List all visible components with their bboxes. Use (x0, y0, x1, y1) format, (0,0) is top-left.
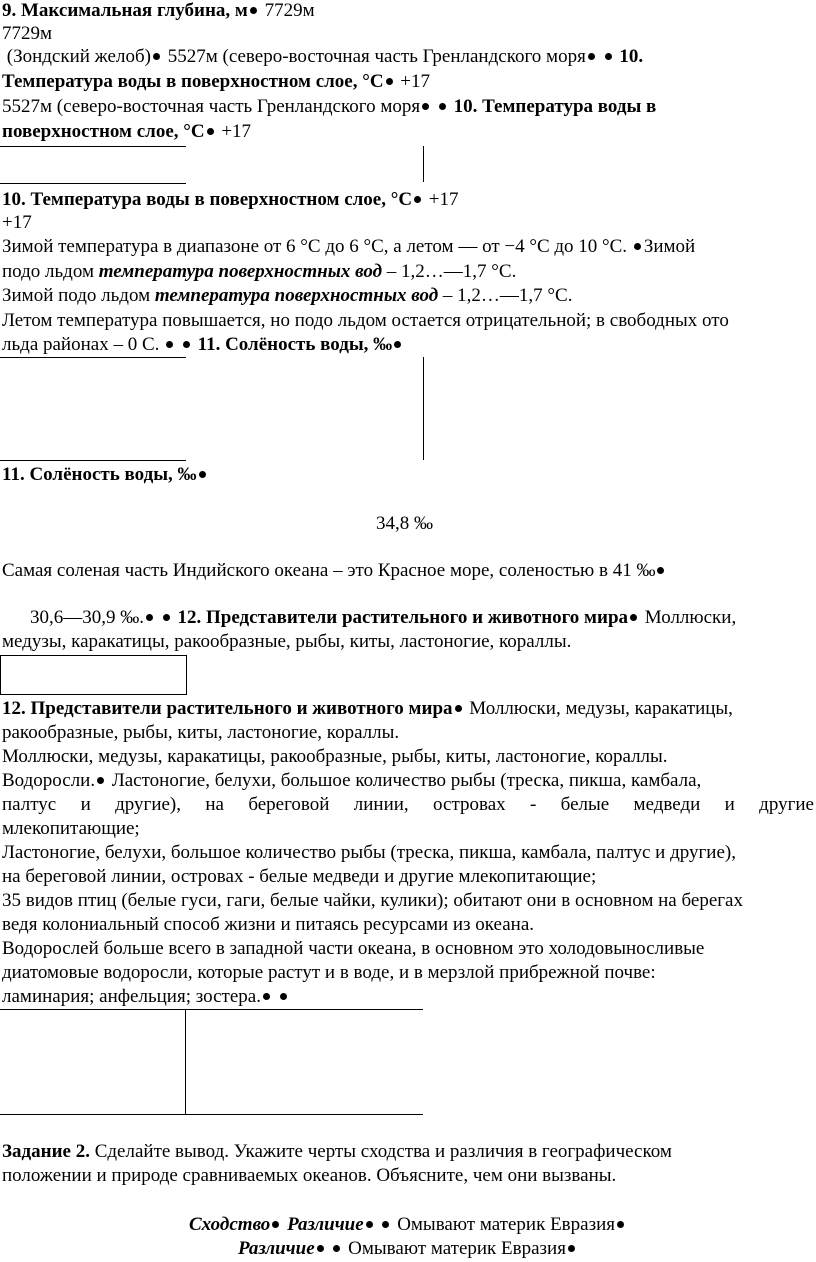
s9-heading: 9. Максимальная глубина, м (2, 0, 248, 21)
text: ведя колониальный способ жизни и питаясь ресурсами из океана. (2, 914, 535, 935)
difference-label: Различие (287, 1214, 364, 1235)
line-s12-3 (2, 746, 668, 768)
line-s12-12 (2, 962, 656, 984)
text: Ластоногие, белухи, большое количество рыбы (треска, пикша, камбала, (111, 770, 702, 791)
text: льда районах – 0 С. (2, 334, 160, 355)
table-rule (185, 1009, 186, 1114)
table-rule (0, 357, 186, 358)
line-s12-13 (2, 986, 290, 1008)
similarity-label: Сходство (188, 1214, 271, 1235)
bullet-icon (163, 614, 170, 621)
text: ракообразные, рыбы, киты, ластоногие, кораллы. (2, 722, 400, 743)
text: 30,6—30,9 ‰. (30, 607, 144, 628)
text: 10. (619, 46, 644, 67)
bullet-icon (250, 7, 257, 14)
text: 5527м (северо-восточная часть Гренландского моря (2, 96, 421, 117)
text: Омывают материк Евразия (397, 1214, 615, 1235)
text: 34,8 ‰ (376, 513, 433, 534)
bullet-icon (166, 341, 173, 348)
text: диатомовые водоросли, которые растут и в воде, и в мерзлой прибрежной почве: (2, 962, 656, 983)
line-s10-1 (2, 236, 695, 258)
bullet-icon (588, 53, 595, 60)
comparison-header (0, 1214, 816, 1236)
task2-line-2 (2, 1165, 616, 1187)
bullet-icon (568, 1245, 575, 1252)
bullet-icon (455, 705, 462, 712)
bullet-icon (280, 993, 287, 1000)
text: температура поверхностных вод (154, 285, 439, 306)
line-s12-10 (2, 914, 534, 936)
text: 12. Представители растительного и животного мира (177, 607, 629, 628)
line-s11-2 (30, 607, 736, 629)
text: Зимой (643, 236, 696, 257)
line-s12-7 (2, 842, 736, 864)
bullet-icon (153, 53, 160, 60)
s10-heading: 10. Температура воды в поверхностном слое, °С (2, 189, 413, 210)
text: поверхностном слое, °С (2, 121, 205, 142)
task2-label: Задание 2. (2, 1141, 90, 1162)
bullet-icon (630, 614, 637, 621)
table-rule (0, 460, 186, 461)
text: Водоросли. (2, 770, 96, 791)
line-s11-head (2, 464, 209, 486)
table-rule (0, 1009, 423, 1010)
text: на береговой линии, островах - белые медведи и другие млекопитающие; (2, 866, 597, 887)
line-s12-8 (2, 866, 596, 888)
line-s12-6 (2, 818, 140, 840)
s9-value-2: 7729м (2, 23, 53, 44)
task2-line-1 (2, 1141, 672, 1163)
bullet-icon (183, 341, 190, 348)
line-s10-4 (2, 310, 729, 332)
text: подо льдом (2, 261, 99, 282)
s11-heading: 11. Солёность воды, ‰ (2, 464, 197, 485)
table-rule (0, 183, 186, 184)
text: Моллюски, (644, 607, 737, 628)
text: Ластоногие, белухи, большое количество рыбы (треска, пикша, камбала, палтус и другие), (2, 842, 736, 863)
bullet-icon (439, 103, 446, 110)
bullet-icon (394, 341, 401, 348)
bullet-icon (97, 777, 104, 784)
bullet-icon (414, 196, 421, 203)
table-rule (423, 357, 424, 460)
text: Зимой температура в диапазоне от 6 °C до 6 °C, а летом — от −4 °C до 10 °C. (2, 236, 628, 257)
table-rule (0, 146, 186, 147)
text: +17 (221, 121, 252, 142)
line-s12-head (2, 698, 733, 720)
text: Омывают материк Евразия (348, 1238, 566, 1259)
table-cell (0, 655, 187, 695)
bullet-icon (386, 78, 393, 85)
text: Самая соленая часть Индийского океана – это Красное море, соленостью в 41 ‰ (2, 560, 656, 581)
text: (Зондский желоб) (6, 46, 151, 67)
line-s9-6 (2, 121, 251, 143)
bullet-icon (634, 243, 641, 250)
text: Летом температура повышается, но подо льдом остается отрицательной; в свободных ото (2, 310, 729, 331)
line-s9-3 (2, 46, 643, 68)
line-s12-2 (2, 722, 399, 744)
s10-value-line (2, 212, 32, 234)
bullet-icon (605, 53, 612, 60)
s9-value: 7729м (264, 0, 315, 21)
difference-label: Различие (238, 1238, 315, 1259)
bullet-icon (422, 103, 429, 110)
text: Водорослей больше всего в западной части океана, в основном это холодовыносливые (2, 938, 705, 959)
text: Температура воды в поверхностном слое, °С (2, 71, 384, 92)
bullet-icon (146, 614, 153, 621)
text: 35 видов птиц (белые гуси, гаги, белые чайки, кулики); обитают они в основном на берегах (2, 890, 743, 911)
bullet-icon (617, 1221, 624, 1228)
s11-value (376, 513, 433, 535)
text: Зимой подо льдом (2, 285, 155, 306)
bullet-icon (199, 471, 206, 478)
table-rule (423, 146, 424, 182)
text: положении и природе сравниваемых океанов. Объясните, чем они вызваны. (2, 1165, 617, 1186)
line-s11-red-sea (2, 560, 667, 582)
text: Моллюски, медузы, каракатицы, (469, 698, 733, 719)
bullet-icon (657, 567, 664, 574)
s10-value-2: +17 (2, 212, 32, 233)
line-s9-head (2, 0, 315, 22)
text: млекопитающие; (2, 818, 140, 839)
text: температура поверхностных вод (98, 261, 383, 282)
text: ламинария; анфельция; зостера. (2, 986, 261, 1007)
line-s10-2 (2, 261, 516, 283)
line-s12-9 (2, 890, 743, 912)
line-s11-3 (2, 631, 571, 653)
text: Сделайте вывод. Укажите черты сходства и различия в географическом (89, 1141, 672, 1162)
line-s10-head (2, 189, 459, 211)
bullet-icon (382, 1221, 389, 1228)
bullet-icon (272, 1221, 279, 1228)
text: Моллюски, медузы, каракатицы, ракообразные, рыбы, киты, ластоногие, кораллы. (2, 746, 668, 767)
line-s12-4 (2, 770, 701, 792)
text: 10. Температура воды в (453, 96, 657, 117)
line-s9-5 (2, 96, 656, 118)
text: 5527м (северо-восточная часть Гренландского моря (167, 46, 586, 67)
text: +17 (400, 71, 431, 92)
bullet-icon (263, 993, 270, 1000)
comparison-row (0, 1238, 816, 1260)
s12-heading: 12. Представители растительного и животного мира (2, 698, 453, 719)
text: 11. Солёность воды, ‰ (197, 334, 393, 355)
text: палтус и другие), на береговой линии, островах - белые медведи и другие (2, 794, 814, 815)
line-s10-3 (2, 285, 572, 307)
bullet-icon (366, 1221, 373, 1228)
line-s10-5 (2, 334, 404, 356)
line-s12-11 (2, 938, 704, 960)
text: – 1,2…—1,7 °С. (438, 285, 573, 306)
line-s12-5 (2, 794, 814, 816)
table-rule (0, 1114, 423, 1115)
s10-value: +17 (428, 189, 459, 210)
bullet-icon (207, 128, 214, 135)
text: медузы, каракатицы, ракообразные, рыбы, киты, ластоногие, кораллы. (2, 631, 572, 652)
s9-value-line (2, 23, 52, 45)
line-s9-4 (2, 71, 430, 93)
text: – 1,2…—1,7 °С. (382, 261, 517, 282)
bullet-icon (333, 1245, 340, 1252)
bullet-icon (317, 1245, 324, 1252)
